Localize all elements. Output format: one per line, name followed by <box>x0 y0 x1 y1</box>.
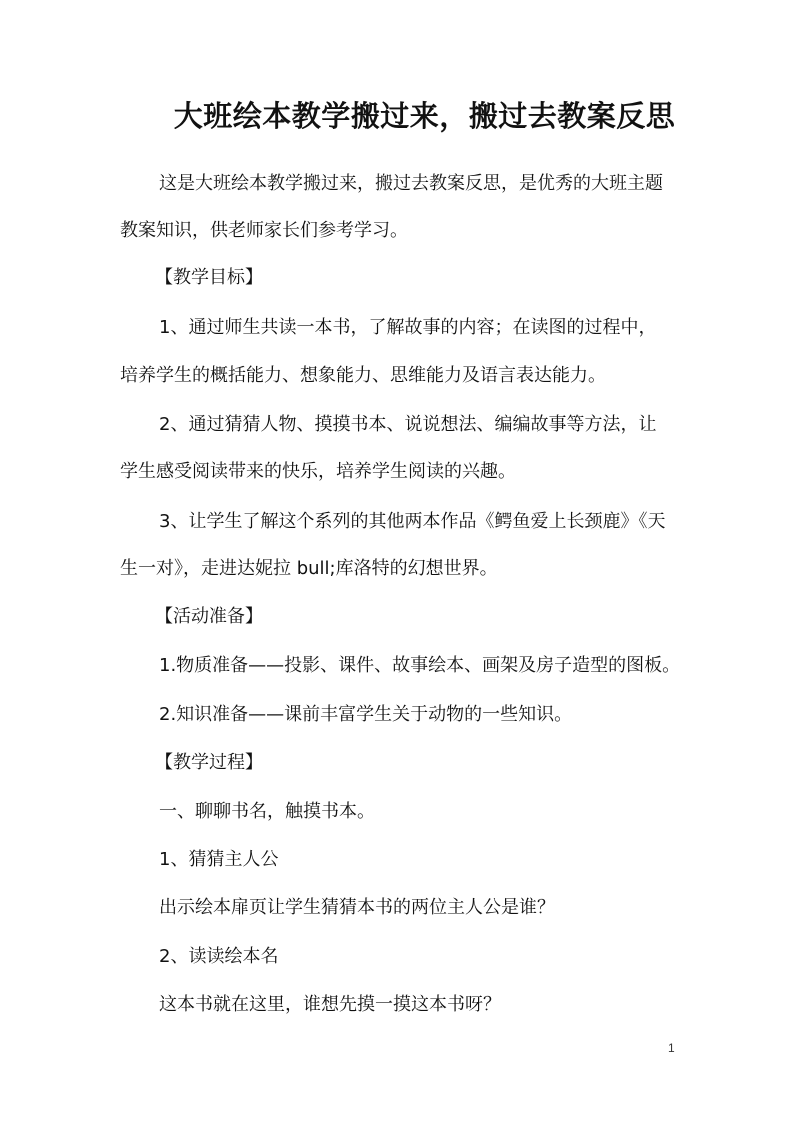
paragraph-line: 3、让学生了解这个系列的其他两本作品《鳄鱼爱上长颈鹿》《天 <box>159 511 666 532</box>
paragraph-line: 这是大班绘本教学搬过来，搬过去教案反思，是优秀的大班主题 <box>159 173 663 194</box>
paragraph-line: 2、通过猜猜人物、摸摸书本、说说想法、编编故事等方法，让 <box>159 414 657 435</box>
paragraph-line: 这本书就在这里，谁想先摸一摸这本书呀？ <box>159 994 501 1015</box>
page-number: 1 <box>668 1041 675 1055</box>
paragraph-line: 学生感受阅读带来的快乐，培养学生阅读的兴趣。 <box>120 461 516 482</box>
paragraph-line: 一、聊聊书名，触摸书本。 <box>159 801 375 822</box>
paragraph-line: 2.知识准备——课前丰富学生关于动物的一些知识。 <box>159 704 573 725</box>
section-heading: 【教学目标】 <box>155 267 263 288</box>
paragraph-line: 出示绘本扉页让学生猜猜本书的两位主人公是谁？ <box>159 897 555 918</box>
section-heading: 【活动准备】 <box>155 606 263 627</box>
paragraph-line: 教案知识，供老师家长们参考学习。 <box>120 220 408 241</box>
paragraph-line: 1、猜猜主人公 <box>159 849 279 870</box>
document-title: 大班绘本教学搬过来，搬过去教案反思 <box>173 99 676 133</box>
paragraph-line: 生一对》，走进达妮拉 bull;库洛特的幻想世界。 <box>120 558 498 579</box>
paragraph-line: 培养学生的概括能力、想象能力、思维能力及语言表达能力。 <box>120 365 606 386</box>
paragraph-line: 2、读读绘本名 <box>159 946 279 967</box>
section-heading: 【教学过程】 <box>155 752 263 773</box>
paragraph-line: 1、通过师生共读一本书，了解故事的内容；在读图的过程中， <box>159 317 657 338</box>
paragraph-line: 1.物质准备——投影、课件、故事绘本、画架及房子造型的图板。 <box>159 655 681 676</box>
